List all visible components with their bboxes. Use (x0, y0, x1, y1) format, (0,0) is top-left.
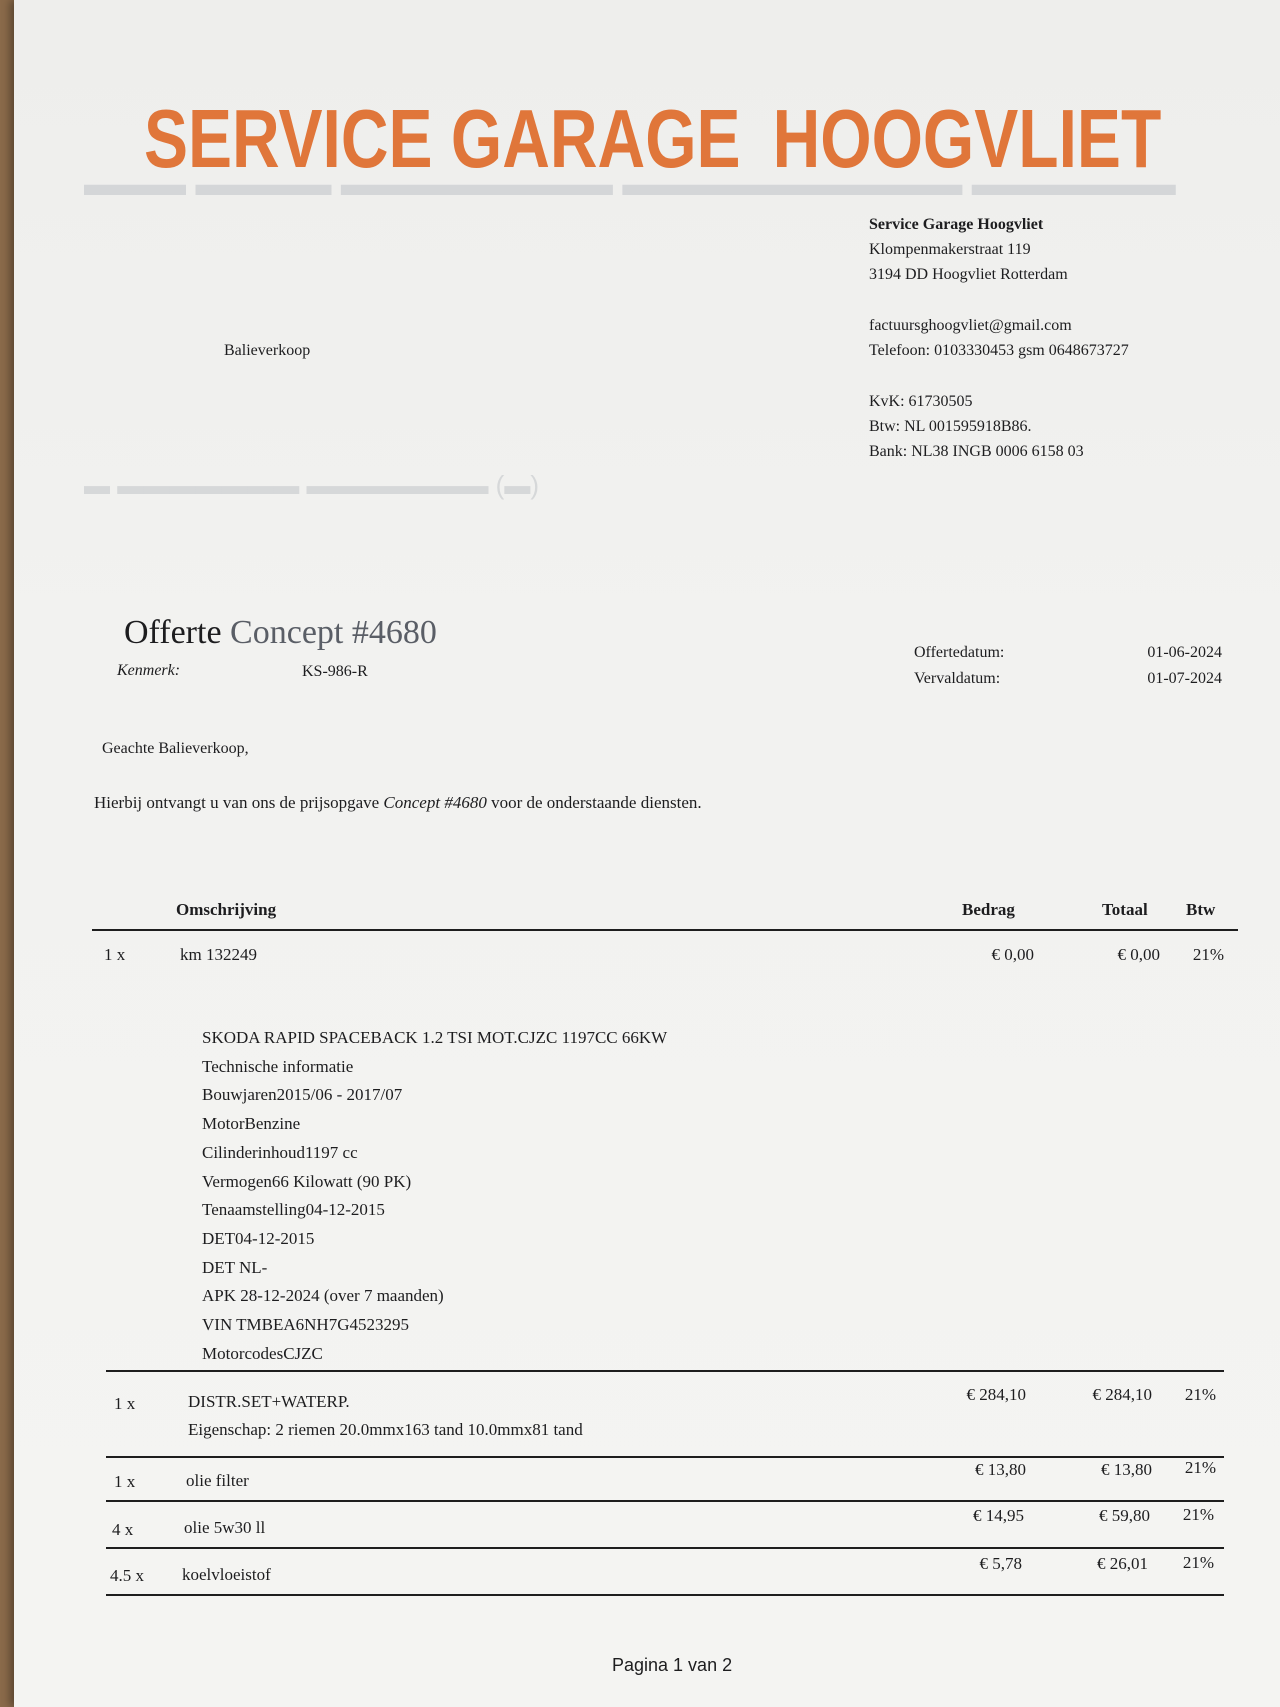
greeting: Geachte Balieverkoop, (102, 740, 249, 757)
company-info (869, 212, 1129, 464)
intro-concept: Concept #4680 (383, 793, 487, 812)
due-date-label: Vervaldatum: (914, 670, 1001, 687)
page-number: Pagina 1 van 2 (612, 1655, 733, 1675)
row-total: € 26,01 (1097, 1554, 1148, 1573)
vehicle-line: Bouwjaren2015/06 - 2017/07 (202, 1085, 403, 1105)
row-amount: € 0,00 (991, 945, 1034, 964)
document-type: Offerte (124, 614, 222, 651)
vehicle-line: Technische informatie (202, 1056, 354, 1076)
company-kvk: KvK: 61730505 (869, 393, 973, 410)
vehicle-info (202, 1024, 667, 1368)
row-total: € 0,00 (1117, 945, 1160, 964)
document-dates (914, 640, 1222, 692)
vehicle-line: DET04-12-2015 (202, 1228, 315, 1248)
vehicle-line: APK 28-12-2024 (over 7 maanden) (202, 1286, 444, 1306)
company-logo (144, 76, 1162, 201)
col-header-vat: Btw (1186, 900, 1216, 919)
intro-before: Hierbij ontvangt u van ons de prijsopgave (94, 793, 384, 812)
logo-text-left: SERVICE GARAGE (144, 91, 741, 185)
company-email: factuursghoogvliet@gmail.com (869, 317, 1072, 334)
company-name: Service Garage Hoogvliet (869, 216, 1044, 233)
company-phone: Telefoon: 0103330453 gsm 0648673727 (869, 342, 1129, 359)
row-qty: 1 x (104, 945, 126, 964)
vehicle-line: Tenaamstelling04-12-2015 (202, 1200, 385, 1220)
row-divider (106, 1547, 1224, 1549)
show-through-texture-2: ▬ ▬▬▬▬▬▬▬ ▬▬▬▬▬▬▬ (▬) (84, 470, 539, 500)
row-total: € 284,10 (1092, 1385, 1152, 1404)
row-vat: 21% (1192, 945, 1224, 964)
vehicle-line: MotorBenzine (202, 1114, 301, 1134)
row-description: koelvloeistof (182, 1565, 271, 1584)
row-vat: 21% (1182, 1505, 1214, 1524)
row-vat: 21% (1184, 1458, 1216, 1477)
row-divider (106, 1456, 1224, 1458)
row-amount: € 14,95 (973, 1506, 1024, 1525)
row-total: € 59,80 (1099, 1506, 1150, 1525)
row-description: km 132249 (180, 945, 257, 964)
document-number: Concept #4680 (230, 614, 437, 651)
document-page (14, 0, 1280, 1707)
vehicle-line: VIN TMBEA6NH7G4523295 (202, 1315, 409, 1335)
col-header-total: Totaal (1102, 900, 1148, 919)
row-amount: € 284,10 (966, 1385, 1026, 1404)
show-through-texture: ▬▬▬ ▬▬▬▬ ▬▬▬▬▬▬▬▬ ▬▬▬▬▬▬▬▬▬▬ ▬▬▬▬▬▬ (84, 165, 1176, 203)
header-divider (92, 929, 1238, 931)
reference-label: Kenmerk: (117, 662, 181, 679)
vehicle-line: DET NL- (202, 1257, 268, 1277)
row-description: olie filter (186, 1471, 249, 1490)
row-qty: 4 x (112, 1520, 134, 1539)
row-vat: 21% (1184, 1385, 1216, 1404)
row-amount: € 13,80 (975, 1460, 1026, 1479)
reference-value: KS-986-R (302, 663, 368, 680)
due-date-value: 01-07-2024 (1147, 670, 1222, 687)
row-qty: 4.5 x (110, 1566, 144, 1585)
company-street: Klompenmakerstraat 119 (869, 241, 1031, 258)
logo-text-right: HOOGVLIET (772, 91, 1162, 185)
row-total: € 13,80 (1101, 1460, 1152, 1479)
row-divider (106, 1594, 1224, 1596)
col-header-amount: Bedrag (962, 900, 1015, 919)
company-city: 3194 DD Hoogvliet Rotterdam (869, 266, 1068, 283)
vehicle-line: SKODA RAPID SPACEBACK 1.2 TSI MOT.CJZC 1197CC 66KW (202, 1028, 668, 1047)
row-subdescription: Eigenschap: 2 riemen 20.0mmx163 tand 10.0mmx81 tand (188, 1420, 583, 1439)
intro-after: voor de onderstaande diensten. (486, 793, 702, 812)
recipient-name: Balieverkoop (224, 342, 311, 359)
quote-date-value: 01-06-2024 (1147, 644, 1222, 661)
intro-text (94, 793, 702, 813)
row-divider (106, 1500, 1224, 1502)
row-description: olie 5w30 ll (184, 1518, 266, 1537)
row-vat: 21% (1182, 1553, 1214, 1572)
vehicle-line: Cilinderinhoud1197 cc (202, 1142, 358, 1162)
col-header-description: Omschrijving (176, 900, 277, 919)
row-divider (106, 1370, 1224, 1372)
company-bank: Bank: NL38 INGB 0006 6158 03 (869, 443, 1084, 460)
vehicle-line: MotorcodesCJZC (202, 1343, 323, 1363)
vehicle-line: Vermogen66 Kilowatt (90 PK) (202, 1171, 412, 1191)
quote-date-label: Offertedatum: (914, 644, 1005, 661)
row-qty: 1 x (114, 1472, 136, 1491)
row-description: DISTR.SET+WATERP. (188, 1392, 350, 1411)
row-amount: € 5,78 (979, 1554, 1022, 1573)
document-title (124, 614, 437, 652)
row-qty: 1 x (114, 1394, 136, 1413)
company-btw: Btw: NL 001595918B86. (869, 418, 1032, 435)
